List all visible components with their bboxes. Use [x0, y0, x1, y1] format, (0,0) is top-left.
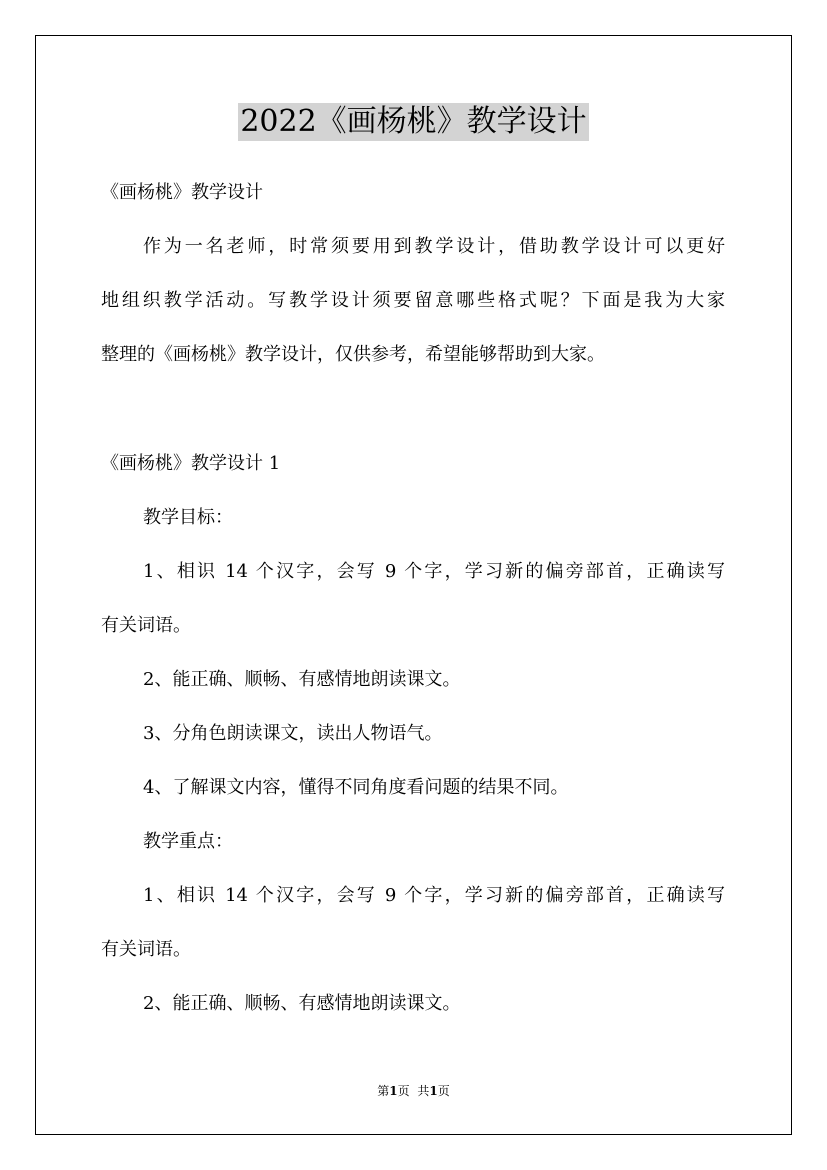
list-item: 1、相识 14 个汉字，会写 9 个字，学习新的偏旁部首，正确读写: [143, 885, 725, 906]
page-total: 1: [429, 1084, 438, 1098]
total-prefix: 共: [417, 1084, 430, 1098]
paragraph-line: 整理的《画杨桃》教学设计，仅供参考，希望能够帮助到大家。: [101, 344, 605, 365]
list-item: 2、能正确、顺畅、有感情地朗读课文。: [143, 669, 461, 690]
subheading-objectives: 教学目标：: [143, 507, 233, 528]
list-item: 3、分角色朗读课文，读出人物语气。: [143, 723, 443, 744]
list-item: 4、了解课文内容，懂得不同角度看问题的结果不同。: [143, 777, 569, 798]
page-label: 页: [397, 1084, 410, 1098]
page-footer: [0, 1083, 827, 1099]
page-number: 1: [389, 1084, 398, 1098]
list-item: 1、相识 14 个汉字，会写 9 个字，学习新的偏旁部首，正确读写: [143, 561, 725, 582]
document-title: 2022《画杨桃》教学设计: [240, 104, 587, 139]
paragraph-line: 地组织教学活动。写教学设计须要留意哪些格式呢？下面是我为大家: [101, 290, 725, 311]
title-container: [0, 103, 827, 141]
subheading-key-points: 教学重点：: [143, 831, 233, 852]
page-prefix: 第: [377, 1084, 390, 1098]
list-item-continuation: 有关词语。: [101, 615, 191, 636]
section-heading-intro: 《画杨桃》教学设计: [101, 182, 263, 203]
paragraph-line: 作为一名老师，时常须要用到教学设计，借助教学设计可以更好: [143, 236, 725, 257]
section-heading-design-1: 《画杨桃》教学设计 1: [101, 453, 281, 474]
list-item: 2、能正确、顺畅、有感情地朗读课文。: [143, 993, 461, 1014]
total-label: 页: [437, 1084, 450, 1098]
list-item-continuation: 有关词语。: [101, 939, 191, 960]
